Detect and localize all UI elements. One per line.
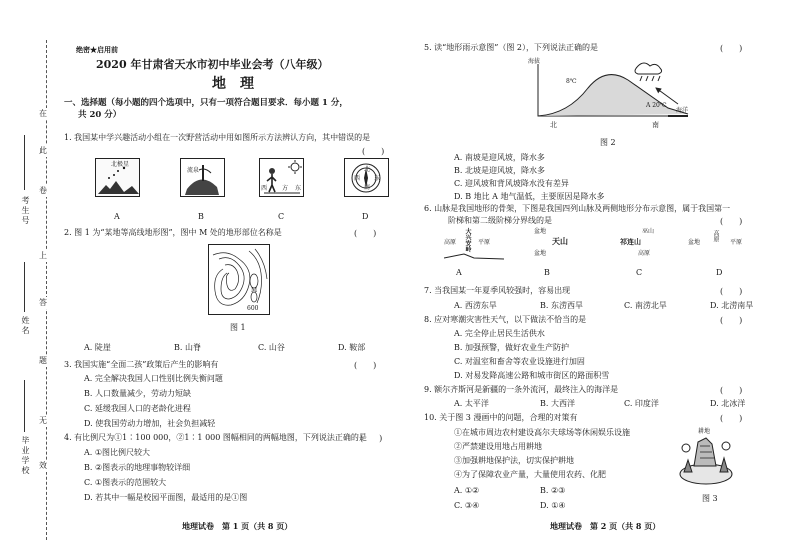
q3-option-c[interactable]: C. 延缓我国人口的老龄化进程	[84, 404, 191, 413]
farmland-cartoon-icon	[676, 426, 736, 488]
q10-option-d[interactable]: D. ①④	[540, 501, 566, 510]
student-number-label: 考生号	[21, 196, 30, 226]
binding-char: 题	[39, 356, 47, 365]
page-2-footer: 地理试卷 第 2 页（共 8 页）	[550, 521, 661, 531]
figure-1-caption: 图 1	[230, 323, 246, 332]
south-label: 南	[652, 121, 659, 129]
subject-title: 地 理	[212, 76, 254, 92]
name-label: 姓名	[21, 316, 30, 336]
temp-b-label: 8℃	[566, 78, 577, 85]
compass-west: 西	[354, 175, 361, 182]
q6-image-d	[688, 226, 758, 260]
direction-label: 方	[282, 185, 289, 192]
polaris-label: 北极星	[111, 161, 130, 168]
question-8: 8. 应对寒潮灾害性天气，以下做法不恰当的是	[424, 315, 587, 324]
mountain-name: 天山	[552, 236, 568, 246]
question-1: 1. 我国某中学兴趣活动小组在一次野营活动中用如图所示方法辨认方向，其中错误的是	[64, 133, 371, 142]
page-1-footer: 地理试卷 第 1 页（共 8 页）	[182, 521, 293, 531]
q6-image-c	[618, 226, 678, 260]
secret-mark: 绝密★启用前	[76, 45, 118, 54]
q10-item-2: ②严禁建设用地占用耕地	[454, 442, 542, 451]
contour-value: 600	[247, 305, 259, 312]
question-4: 4. 有比例尺为①1∶100 000，②1∶1 000 图幅相同的两幅地图，下列说法正确的是	[64, 433, 367, 442]
ridge-icon	[444, 252, 504, 260]
q10-item-3: ③加强耕地保护法，切实保护耕地	[454, 456, 574, 465]
student-number-line[interactable]	[24, 135, 25, 190]
q1-image-a	[95, 158, 140, 197]
q4-option-c[interactable]: C. ①图表示的范围较大	[84, 478, 167, 487]
q2-option-a[interactable]: A. 陡崖	[84, 343, 111, 352]
name-line[interactable]	[24, 262, 25, 312]
answer-paren-4[interactable]: ( )	[360, 434, 383, 443]
q9-option-a[interactable]: A. 太平洋	[454, 399, 489, 408]
q6-image-a	[444, 226, 504, 260]
q6-image-b	[528, 226, 588, 260]
q1-option-d[interactable]: D	[362, 212, 369, 221]
plateau-label: 高原	[444, 239, 457, 246]
spring-label: 流泉	[187, 167, 200, 174]
q8-option-a[interactable]: A. 完全停止居民生活供水	[454, 329, 545, 338]
mountain-rain-icon	[528, 58, 692, 120]
plateau-label-d: 高原	[712, 230, 719, 242]
q7-option-c[interactable]: C. 南涝北旱	[624, 301, 667, 310]
question-6: 6. 山脉是我国地形的骨架，下图是我国四列山脉及两侧地形分布示意图，属于我国第一	[424, 204, 731, 213]
q2-option-c[interactable]: C. 山谷	[258, 343, 285, 352]
section-heading: 一、选择题（每小题的四个选项中，只有一项符合题目要求．每小题 1 分，	[64, 98, 348, 108]
binding-char: 上	[39, 251, 47, 260]
q10-item-4: ④为了保障农业产量，大量使用农药、化肥	[454, 470, 606, 479]
school-line[interactable]	[24, 380, 25, 432]
q4-option-a[interactable]: A. ①图比例尺较大	[84, 448, 151, 457]
q6-option-b[interactable]: B	[544, 268, 550, 277]
answer-paren-1[interactable]: ( )	[362, 147, 385, 156]
question-2: 2. 图 1 为“某地等高线地形图”，图中 M 处的地形部位名称是	[64, 228, 282, 237]
plateau-label-c: 高原	[638, 250, 651, 257]
q6-option-d[interactable]: D	[716, 268, 723, 277]
q1-option-b[interactable]: B	[198, 212, 204, 221]
question-5: 5. 读“地形雨示意图”（图 2），下列说法正确的是	[424, 43, 598, 52]
binding-char: 在	[39, 109, 47, 118]
q5-option-d[interactable]: D. B 地比 A 地气温低，主要原因是降水多	[454, 192, 605, 201]
q5-option-c[interactable]: C. 迎风坡和背风坡降水没有差异	[454, 179, 569, 188]
mountain-name: 大兴安岭	[464, 228, 471, 252]
q6-option-c[interactable]: C	[636, 268, 643, 277]
q3-option-a[interactable]: A. 完全解决我国人口性别比例失衡问题	[84, 374, 223, 383]
question-7: 7. 当我国某一年夏季风较强时，容易出现	[424, 286, 571, 295]
ocean-label: 海洋	[676, 107, 689, 114]
q4-option-b[interactable]: B. ②图表示的地理事物较详细	[84, 463, 191, 472]
binding-char: 效	[39, 461, 47, 470]
q1-image-d	[344, 158, 389, 197]
tree-stump-icon	[181, 159, 224, 196]
point-m-label: M	[251, 287, 258, 294]
q8-option-d[interactable]: D. 对易发降高速公路和城市街区的路面积雪	[454, 371, 610, 380]
cartoon-figure-3	[676, 426, 736, 488]
q5-option-b[interactable]: B. 北坡是迎风坡，降水多	[454, 166, 545, 175]
altitude-label: 海拔	[528, 58, 541, 65]
answer-paren-10[interactable]: ( )	[720, 414, 743, 423]
q8-option-c[interactable]: C. 对温室和畜舍等农业设施进行加固	[454, 357, 585, 366]
q4-option-d[interactable]: D. 若其中一幅是校园平面图，最适用的是①图	[84, 493, 248, 502]
q2-option-d[interactable]: D. 鞍部	[338, 343, 366, 352]
west-label: 西	[261, 185, 268, 192]
q1-image-c	[259, 158, 304, 197]
q7-option-a[interactable]: A. 西涝东旱	[454, 301, 497, 310]
q10-option-a[interactable]: A. ①②	[454, 486, 480, 495]
mountain-top-label: 巫山	[642, 228, 655, 235]
contour-lines-icon	[209, 245, 269, 314]
answer-paren-2[interactable]: ( )	[354, 229, 377, 238]
answer-paren-7[interactable]: ( )	[720, 287, 743, 296]
q1-option-a[interactable]: A	[114, 212, 120, 221]
q3-option-d[interactable]: D. 使我国劳动力增加，社会负担减轻	[84, 419, 216, 428]
binding-margin	[0, 0, 60, 560]
q10-option-b[interactable]: B. ②③	[540, 486, 566, 495]
q9-option-d[interactable]: D. 北冰洋	[710, 399, 746, 408]
figure-2-caption: 图 2	[600, 138, 616, 147]
q6-option-a[interactable]: A	[456, 268, 462, 277]
temp-a-label: A 20℃	[646, 102, 667, 109]
north-label: 北	[550, 121, 557, 129]
question-3: 3. 我国实施“全面二孩”政策后产生的影响有	[64, 360, 219, 369]
section-heading-cont: 共 20 分）	[78, 110, 122, 120]
plain-label: 平原	[478, 239, 491, 246]
q5-option-a[interactable]: A. 南坡是迎风坡，降水多	[454, 153, 545, 162]
q1-image-b	[180, 158, 225, 197]
exam-page-2	[420, 0, 782, 560]
mountain-name: 祁连山	[620, 237, 641, 246]
compass-south: 南	[364, 184, 371, 191]
q10-item-1: ①在城市周边农村建设高尔夫球场等休闲娱乐设施	[454, 428, 630, 437]
basin-label-top: 盆地	[534, 228, 547, 235]
binding-char: 无	[39, 416, 47, 425]
compass-east: 东	[374, 175, 381, 182]
q8-option-b[interactable]: B. 加强预警，做好农业生产防护	[454, 343, 569, 352]
contour-map	[208, 244, 270, 315]
question-10: 10. 关于图 3 漫画中的问题，合理的对策有	[424, 413, 578, 422]
east-label: 东	[295, 185, 302, 192]
q1-option-c[interactable]: C	[278, 212, 285, 221]
basin-label-bottom: 盆地	[534, 250, 547, 257]
question-6-cont: 阶梯和第二级阶梯分界线的是	[448, 216, 552, 225]
binding-char: 卷	[39, 186, 47, 195]
answer-paren-8[interactable]: ( )	[720, 316, 743, 325]
orographic-rain-diagram	[528, 58, 692, 120]
q7-option-d[interactable]: D. 北涝南旱	[710, 301, 754, 310]
q2-option-b[interactable]: B. 山脊	[174, 343, 201, 352]
farmland-label: 耕地	[698, 428, 711, 435]
school-label: 毕业学校	[21, 436, 30, 476]
figure-3-caption: 图 3	[702, 494, 718, 503]
binding-char: 此	[39, 146, 47, 155]
q10-option-c[interactable]: C. ③④	[454, 501, 480, 510]
q7-option-b[interactable]: B. 东涝西旱	[540, 301, 583, 310]
answer-paren-3[interactable]: ( )	[354, 361, 377, 370]
q3-option-b[interactable]: B. 人口数量减少，劳动力短缺	[84, 389, 191, 398]
answer-paren-6[interactable]: ( )	[720, 217, 743, 226]
exam-title: 2020 年甘肃省天水市初中毕业会考（八年级）	[96, 58, 329, 71]
answer-paren-9[interactable]: ( )	[720, 386, 743, 395]
basin-label-d: 盆地	[688, 239, 701, 246]
exam-page-1	[62, 0, 402, 560]
compass-north: 北	[364, 166, 371, 173]
answer-paren-5[interactable]: ( )	[720, 44, 743, 53]
q9-option-b[interactable]: B. 大西洋	[540, 399, 575, 408]
binding-char: 答	[39, 298, 47, 307]
plain-label-d: 平原	[730, 239, 743, 246]
question-9: 9. 额尔齐斯河是新疆的一条外流河，最终注入的海洋是	[424, 385, 619, 394]
q9-option-c[interactable]: C. 印度洋	[624, 399, 659, 408]
